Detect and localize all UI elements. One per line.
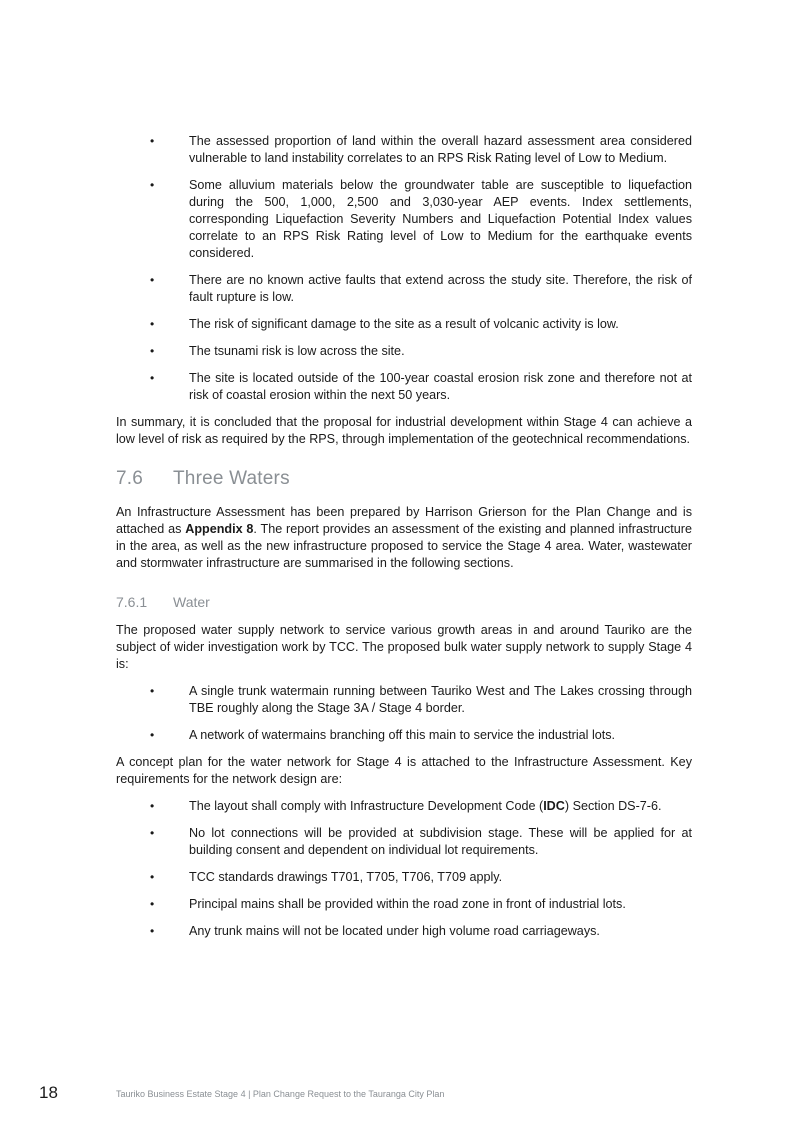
section-heading	[116, 468, 692, 490]
subsection-title: Water	[173, 594, 210, 610]
requirements-bullet-list	[116, 798, 692, 940]
bullet-icon: •	[150, 344, 155, 358]
concept-paragraph: A concept plan for the water network for Stage 4 is attached to the Infrastructure Assessment. Key requirements for the network design are:	[116, 755, 692, 786]
list-item: • The assessed proportion of land within the overall hazard assessment area considered vulnerable to land instability correlates to an RPS Risk Rating level of Low to Medium.	[150, 134, 692, 165]
hazard-bullet-list	[116, 133, 692, 404]
bullet-icon: •	[150, 371, 155, 385]
bullet-icon: •	[150, 134, 155, 148]
bullet-icon: •	[150, 684, 155, 698]
page-content	[116, 133, 692, 950]
water-bullet-list	[116, 683, 692, 744]
list-item: • A network of watermains branching off this main to service the industrial lots.	[150, 728, 616, 742]
subsection-heading	[116, 594, 692, 610]
page-number: 18	[39, 1083, 58, 1102]
bullet-icon: •	[150, 178, 155, 192]
infrastructure-paragraph: An Infrastructure Assessment has been prepared by Harrison Grierson for the Plan Change and is attached as Appendix 8. The report provides an assessment of the existing and planned infrastructure in the area, as well as the new infrastructure proposed to service the Stage 4 area. Water, wastewater and stormwater infrastructure are summarised in the following sections.	[116, 505, 692, 570]
bullet-icon: •	[150, 273, 155, 287]
bullet-icon: •	[150, 799, 155, 813]
bullet-icon: •	[150, 317, 155, 331]
appendix-reference: Appendix 8	[185, 522, 254, 536]
water-paragraph: The proposed water supply network to service various growth areas in and around Tauriko are the subject of wider investigation work by TCC. The proposed bulk water supply network to supply Stage 4 is:	[116, 623, 692, 671]
bullet-icon: •	[150, 728, 155, 742]
list-item: • The site is located outside of the 100-year coastal erosion risk zone and therefore not at risk of coastal erosion within the next 50 years.	[150, 371, 692, 402]
bullet-icon: •	[150, 826, 155, 840]
subsection-number: 7.6.1	[116, 594, 148, 610]
list-item: • There are no known active faults that extend across the study site. Therefore, the risk of fault rupture is low.	[150, 273, 692, 304]
list-item: • The tsunami risk is low across the site.	[150, 344, 405, 358]
list-item: • Principal mains shall be provided within the road zone in front of industrial lots.	[150, 897, 626, 911]
bullet-icon: •	[150, 897, 155, 911]
list-item: • Some alluvium materials below the groundwater table are susceptible to liquefaction during the 500, 1,000, 2,500 and 3,030-year AEP events. Index settlements, corresponding Liquefaction Severity Numbers and Liquefaction Potential Index values correlate to an RPS Risk Rating level of Low to Medium for the earthquake events considered.	[150, 178, 692, 260]
bullet-icon: •	[150, 924, 155, 938]
summary-paragraph: In summary, it is concluded that the proposal for industrial development within Stage 4 can achieve a low level of risk as required by the RPS, through implementation of the geotechnical recommendations.	[116, 415, 692, 446]
list-item: • TCC standards drawings T701, T705, T706, T709 apply.	[150, 870, 503, 884]
list-item: • A single trunk watermain running between Tauriko West and The Lakes crossing through TBE roughly along the Stage 3A / Stage 4 border.	[150, 684, 692, 715]
list-item: • The risk of significant damage to the site as a result of volcanic activity is low.	[150, 317, 619, 331]
list-item: • No lot connections will be provided at subdivision stage. These will be applied for at building consent and dependent on individual lot requirements.	[150, 826, 692, 857]
footer-text: Tauriko Business Estate Stage 4 | Plan Change Request to the Tauranga City Plan	[116, 1089, 445, 1099]
bullet-icon: •	[150, 870, 155, 884]
section-number: 7.6	[116, 468, 144, 489]
list-item: • The layout shall comply with Infrastructure Development Code (IDC) Section DS-7-6.	[150, 799, 662, 813]
section-title: Three Waters	[173, 468, 290, 489]
list-item: • Any trunk mains will not be located under high volume road carriageways.	[150, 924, 600, 938]
idc-abbreviation: IDC	[543, 799, 565, 813]
